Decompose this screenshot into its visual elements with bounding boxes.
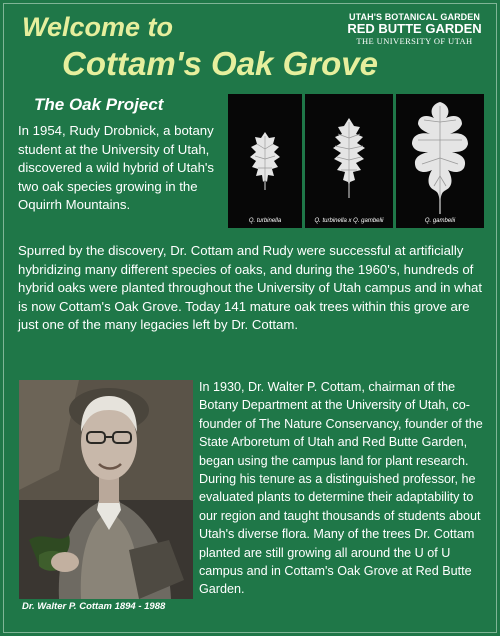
turbinella-leaf-icon — [228, 94, 302, 228]
paragraph-cottam-bio: In 1930, Dr. Walter P. Cottam, chairman of the Botany Department at the University of Utah, co-founder of The Nature Conservancy, founder of the State Arboretum of Utah and Red Butte Garden, began using the campus land for plant research. During his tenure as a distinguished professor, he evaluated plants to determine their adaptability to our region and taught thousands of students about Utah's diverse flora. Many of the trees Dr. Cottam planted are still growing all around the U of U campus and in Cottam's Oak Grove at Red Butte Garden. — [199, 380, 483, 597]
section-title: The Oak Project — [34, 95, 164, 114]
logo-line-2: RED BUTTE GARDEN — [347, 21, 482, 36]
paragraph-hybridizing: Spurred by the discovery, Dr. Cottam and Rudy were successful at artificially hybridizing many different species of oaks, and during the 1960's, hundreds of hybrid oaks were planted throughout the University of Utah campus and in what is now Cottam's Oak Grove. Today 141 mature oak trees within this grove are just one of the many legacies left by Dr. Cottam. — [18, 243, 483, 333]
logo-line-3: THE UNIVERSITY OF UTAH — [356, 36, 473, 46]
caption-hybrid: Q. turbinella x Q. gambelii — [314, 218, 384, 224]
gambelii-leaf-icon — [396, 94, 484, 228]
leaf-panel-hybrid — [305, 94, 393, 228]
title-line-2: Cottam's Oak Grove — [62, 45, 378, 82]
leaf-comparison-figure — [228, 94, 484, 228]
portrait-photo — [19, 380, 193, 599]
hybrid-leaf-icon — [305, 94, 393, 228]
leaf-panel-gambelii — [396, 94, 484, 228]
logo-line-1: UTAH'S BOTANICAL GARDEN — [349, 12, 480, 22]
leaf-panel-turbinella — [228, 94, 302, 228]
caption-gambelii: Q. gambelii — [424, 218, 456, 224]
paragraph-discovery: In 1954, Rudy Drobnick, a botany student at the University of Utah, discovered a wild hybrid of Utah's two oak species growing in the Oquirrh Mountains. — [18, 123, 215, 213]
photo-caption: Dr. Walter P. Cottam 1894 - 1988 — [22, 601, 166, 612]
portrait-illustration — [19, 380, 193, 599]
caption-turbinella: Q. turbinella — [248, 218, 282, 224]
garden-logo — [343, 12, 486, 48]
title-line-1: Welcome to — [22, 12, 174, 42]
